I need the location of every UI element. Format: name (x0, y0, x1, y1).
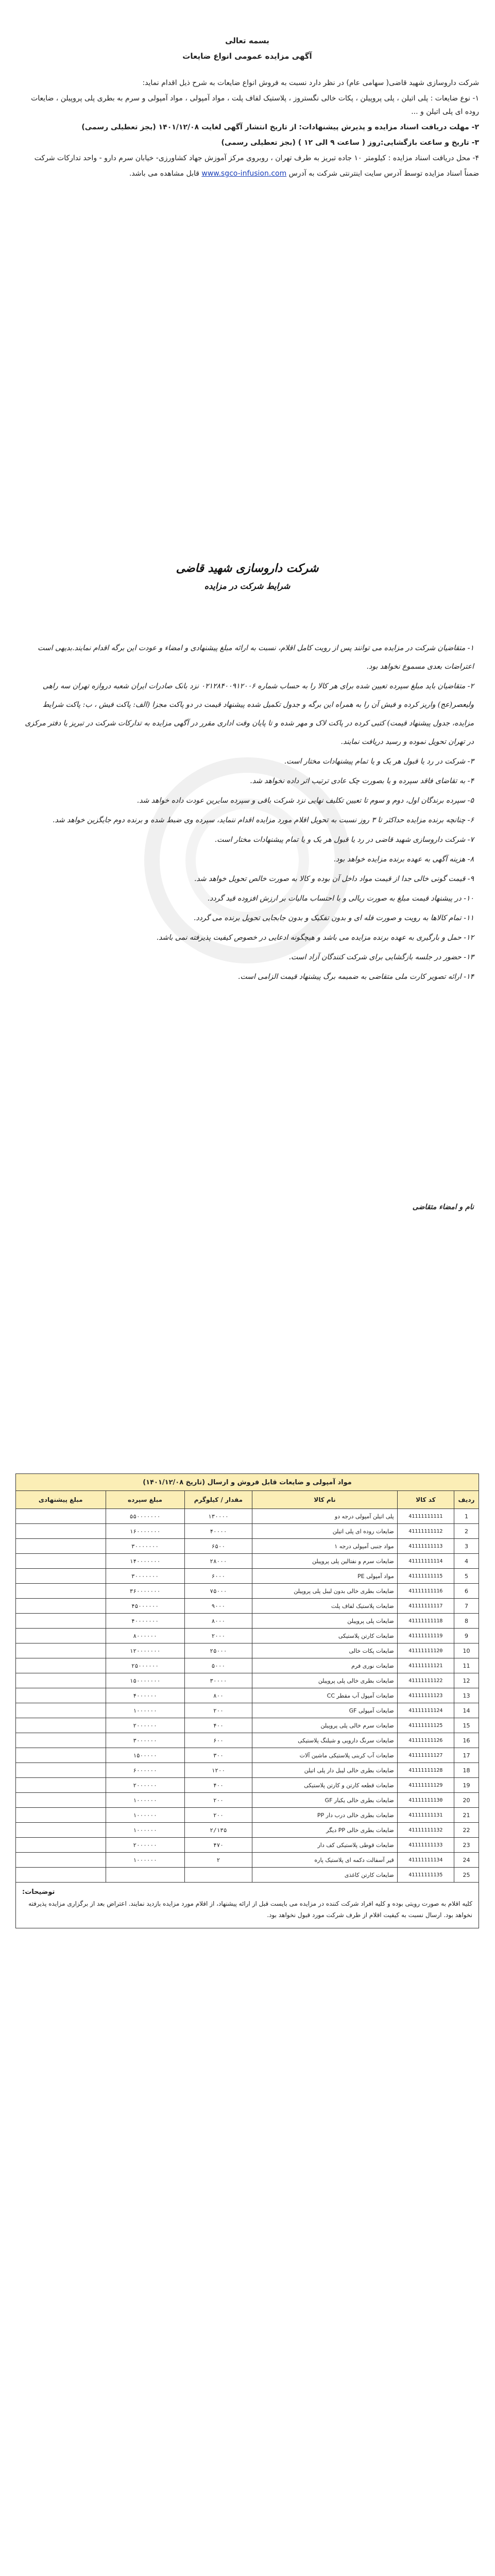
item-name-cell: ضایعات روده ای پلی اتیلن (252, 1524, 398, 1539)
offer-amount-field[interactable] (16, 1584, 106, 1599)
item-code-cell: 41111111124 (397, 1703, 454, 1718)
scrap-items-table (15, 1473, 479, 1883)
quantity-cell: ۳۰۰۰۰ (184, 1673, 252, 1688)
table-row (16, 1718, 479, 1733)
table-row (16, 1509, 479, 1524)
row-number-cell: 11 (454, 1658, 479, 1673)
offer-amount-field[interactable] (16, 1793, 106, 1808)
item-name-cell: ضایعات پکات خالی (252, 1643, 398, 1658)
item-code-cell: 41111111125 (397, 1718, 454, 1733)
table-caption: مواد آمپولی و ضایعات قابل فروش و ارسال (تاریخ ۱۴۰۱/۱۲/۰۸) (16, 1474, 479, 1491)
item-code-cell: 41111111120 (397, 1643, 454, 1658)
condition-item: ۱- متقاضیان شرکت در مزایده می توانند پس از رویت کامل اقلام، نسبت به ارائه مبلغ پیشنهادی و امضاء و عودت این برگه اقدام نمایند.بدیهی است اعتراضات بعدی مسموع نخواهد بود. (38, 644, 474, 671)
website-link[interactable]: www.sgco-infusion.com (201, 170, 287, 178)
row-number-cell: 25 (454, 1868, 479, 1883)
item-name-cell: ضایعات آب کربنی پلاستیکی ماشین آلات (252, 1748, 398, 1763)
deposit-cell: ۲۵۰۰۰۰۰۰ (106, 1658, 184, 1673)
row-number-cell: 18 (454, 1763, 479, 1778)
table-row (16, 1778, 479, 1793)
offer-amount-field[interactable] (16, 1569, 106, 1584)
deposit-cell: ۱۰۰۰۰۰۰ (106, 1853, 184, 1868)
condition-item: ۱۲- حمل و بارگیری به عهده برنده مزایده می باشد و هیچگونه ادعایی در خصوص کیفیت پذیرفته نمی باشد. (156, 934, 474, 942)
item-name-cell: ضایعات بطری خالی درب دار PP (252, 1808, 398, 1823)
header-quantity: مقدار / کیلوگرم (184, 1491, 252, 1509)
deposit-cell (106, 1868, 184, 1883)
row-number-cell: 14 (454, 1703, 479, 1718)
row-number-cell: 2 (454, 1524, 479, 1539)
quantity-cell: ۲۰۰۰ (184, 1629, 252, 1643)
deposit-cell: ۲۰۰۰۰۰۰ (106, 1718, 184, 1733)
table-row (16, 1539, 479, 1554)
item-code-cell: 41111111130 (397, 1793, 454, 1808)
notes-text: کلیه اقلام به صورت رویتی بوده و کلیه افراد شرکت کننده در مزایده می بایست قبل از ارائه پیشنهاد، از اقلام مورد مزایده بازدید نمایند. اعتراض بعد از برگزاری مزایده پذیرفته نخواهد بود. ارسال نسبت به کیفیت اقلام از طرف شرکت مورد قبول نخواهد بود. (28, 1900, 472, 1919)
row-number-cell: 21 (454, 1808, 479, 1823)
header-row-number: ردیف (454, 1491, 479, 1509)
quantity-cell (184, 1868, 252, 1883)
row-number-cell: 4 (454, 1554, 479, 1569)
item-code-cell: 41111111112 (397, 1524, 454, 1539)
quantity-cell: ۸۰۰۰ (184, 1614, 252, 1629)
table-row (16, 1584, 479, 1599)
row-number-cell: 7 (454, 1599, 479, 1614)
item-code-cell: 41111111134 (397, 1853, 454, 1868)
quantity-cell: ۶۰۰۰ (184, 1569, 252, 1584)
table-row (16, 1868, 479, 1883)
row-number-cell: 5 (454, 1569, 479, 1584)
item-name-cell: ضایعات پلی پروپیلن (252, 1614, 398, 1629)
item-name-cell: پلی اتیلن آمپولی درجه دو (252, 1509, 398, 1524)
item-name-cell: ضایعات سرم و نفتالین پلی پروپیلن (252, 1554, 398, 1569)
offer-amount-field[interactable] (16, 1629, 106, 1643)
quantity-cell: ۸۰۰ (184, 1688, 252, 1703)
deposit-cell: ۴۵۰۰۰۰۰۰ (106, 1599, 184, 1614)
condition-item: ۱۳- حضور در جلسه بازگشایی برای شرکت کنندگان آزاد است. (288, 953, 474, 961)
offer-amount-field[interactable] (16, 1733, 106, 1748)
quantity-cell: ۹۰۰۰ (184, 1599, 252, 1614)
item-name-cell: مواد جنبی آمپولی درجه ۱ (252, 1539, 398, 1554)
deposit-cell: ۱۶۰۰۰۰۰۰۰ (106, 1524, 184, 1539)
item-code-cell: 41111111129 (397, 1778, 454, 1793)
item-name-cell: ضایعات پلاستیک لفاف پلت (252, 1599, 398, 1614)
row-number-cell: 8 (454, 1614, 479, 1629)
item-name-cell: ضایعات آمپول آب مقطر CC (252, 1688, 398, 1703)
row-number-cell: 13 (454, 1688, 479, 1703)
item-code-cell: 41111111115 (397, 1569, 454, 1584)
quantity-cell: ۴۰۰ (184, 1718, 252, 1733)
table-row (16, 1614, 479, 1629)
header-offer: مبلغ پیشنهادی (16, 1491, 106, 1509)
quantity-cell: ۷۵۰۰۰ (184, 1584, 252, 1599)
table-row (16, 1793, 479, 1808)
item-code-cell: 41111111113 (397, 1539, 454, 1554)
table-row (16, 1688, 479, 1703)
offer-amount-field[interactable] (16, 1554, 106, 1569)
offer-amount-field[interactable] (16, 1658, 106, 1673)
deposit-cell: ۴۰۰۰۰۰۰۰ (106, 1614, 184, 1629)
row-number-cell: 12 (454, 1673, 479, 1688)
row-number-cell: 19 (454, 1778, 479, 1793)
table-row (16, 1838, 479, 1853)
table-row (16, 1658, 479, 1673)
announcement-item-1: ۱- نوع ضایعات : پلی اتیلن ، پلی پروپیلن ، پکات خالی نگستروز ، پلاستیک لفاف پلت ، مواد آمپولی ، مواد آمپولی و سرم به بطری پلی پروپیلن ، ضایعات روده ای پلی اتیلن و ... (31, 94, 479, 116)
quantity-cell: ۴۰۰ (184, 1778, 252, 1793)
offer-amount-field[interactable] (16, 1808, 106, 1823)
applicant-signature-label: نام و امضاء متقاضی (412, 1203, 474, 1211)
table-row (16, 1673, 479, 1688)
offer-amount-field[interactable] (16, 1778, 106, 1793)
row-number-cell: 3 (454, 1539, 479, 1554)
offer-amount-field[interactable] (16, 1703, 106, 1718)
deposit-cell: ۱۰۰۰۰۰۰ (106, 1793, 184, 1808)
row-number-cell: 24 (454, 1853, 479, 1868)
condition-item: ۱۱- تمام کالاها به رویت و صورت فله ای و بدون تفکیک و بدون جابجایی تحویل برنده می گردد. (193, 914, 474, 922)
item-name-cell: ضایعات بطری خالی پلی پروپیلن (252, 1673, 398, 1688)
table-row (16, 1853, 479, 1868)
item-code-cell: 41111111121 (397, 1658, 454, 1673)
quantity-cell: ۳۰۰ (184, 1748, 252, 1763)
item-name-cell: مواد آمپولی PE (252, 1569, 398, 1584)
item-code-cell: 41111111111 (397, 1509, 454, 1524)
deposit-cell: ۵۵۰۰۰۰۰۰۰ (106, 1509, 184, 1524)
deposit-cell: ۲۰۰۰۰۰۰ (106, 1838, 184, 1853)
deposit-cell: ۱۰۰۰۰۰۰ (106, 1703, 184, 1718)
notes-box (15, 1883, 479, 1928)
item-name-cell: ضایعات بطری خالی لیبل دار پلی اتیلن (252, 1763, 398, 1778)
item-code-cell: 41111111128 (397, 1763, 454, 1778)
item-name-cell: ضایعات بطری خالی بدون لیبل پلی پروپیلن (252, 1584, 398, 1599)
table-row (16, 1569, 479, 1584)
offer-amount-field[interactable] (16, 1509, 106, 1524)
quantity-cell: ۲۰۰ (184, 1703, 252, 1718)
conditions-subtitle: شرایط شرکت در مزایده (204, 581, 291, 591)
quantity-cell: ۲۵۰۰۰ (184, 1643, 252, 1658)
condition-item: ۴- به تقاضای فاقد سپرده و یا بصورت چک عادی ترتیب اثر داده نخواهد شد. (250, 777, 474, 785)
deposit-cell: ۱۰۰۰۰۰۰ (106, 1808, 184, 1823)
offer-amount-field[interactable] (16, 1524, 106, 1539)
table-row (16, 1823, 479, 1838)
item-name-cell: ضایعات نوری فرم (252, 1658, 398, 1673)
bismillah-heading: بسمه تعالی (225, 36, 269, 45)
item-code-cell: 41111111122 (397, 1673, 454, 1688)
row-number-cell: 9 (454, 1629, 479, 1643)
deposit-cell: ۳۶۰۰۰۰۰۰۰ (106, 1584, 184, 1599)
header-deposit: مبلغ سپرده (106, 1491, 184, 1509)
deposit-cell: ۱۵۰۰۰۰۰۰۰ (106, 1673, 184, 1688)
item-code-cell: 41111111135 (397, 1868, 454, 1883)
row-number-cell: 17 (454, 1748, 479, 1763)
item-code-cell: 41111111119 (397, 1629, 454, 1643)
offer-amount-field[interactable] (16, 1853, 106, 1868)
item-code-cell: 41111111132 (397, 1823, 454, 1838)
row-number-cell: 15 (454, 1718, 479, 1733)
company-name: شرکت داروسازی شهید قاضی (176, 562, 319, 575)
condition-item: ۳- شرکت در رد یا قبول هر یک و یا تمام پیشنهادات مختار است. (284, 757, 474, 766)
announcement-item-5 (15, 167, 479, 180)
item-name-cell: ضایعات سرم خالی پلی پروپیلن (252, 1718, 398, 1733)
table-row (16, 1599, 479, 1614)
item-name-cell: قیر آسفالت دکمه ای پلاستیک پاره (252, 1853, 398, 1868)
row-number-cell: 20 (454, 1793, 479, 1808)
item-name-cell: ضایعات کارتن کاغذی (252, 1868, 398, 1883)
condition-item: ۲- متقاضیان باید مبلغ سپرده تعیین شده برای هر کالا را به حساب شماره ۰۲۱۲۸۴۰۰۹۱۲۰۰۶ نزد بانک صادرات ایران شعبه دروازه تهران سه راهی ولیعصر(عج) واریز کرده و فیش آن را به همراه این برگه و جدول تکمیل شده پیشنهاد قیمت در دو پاکت مجزا (الف: پاکت فیش ، ب: پاکت شرایط مزایده، جدول پیشنهاد قیمت) کتبی کرده در پاکت لاک و مهر شده و تا پایان وقت اداری مقرر در آگهی مزایده به تدارکات شرکت در تبریز یا دفتر مرکزی در تهران تحویل نموده و رسید دریافت نمایند. (25, 682, 474, 746)
deposit-cell: ۳۰۰۰۰۰۰۰ (106, 1569, 184, 1584)
quantity-cell: ۱۲۰۰ (184, 1763, 252, 1778)
item-code-cell: 41111111123 (397, 1688, 454, 1703)
table-row (16, 1524, 479, 1539)
offer-amount-field[interactable] (16, 1868, 106, 1883)
item-code-cell: 41111111127 (397, 1748, 454, 1763)
offer-amount-field[interactable] (16, 1763, 106, 1778)
offer-amount-field[interactable] (16, 1643, 106, 1658)
offer-amount-field[interactable] (16, 1823, 106, 1838)
offer-amount-field[interactable] (16, 1614, 106, 1629)
announcement-title: آگهی مزایده عمومی انواع ضایعات (182, 52, 312, 61)
row-number-cell: 10 (454, 1643, 479, 1658)
table-row (16, 1808, 479, 1823)
item-code-cell: 41111111131 (397, 1808, 454, 1823)
announcement-item-4: ۴- محل دریافت اسناد مزایده : کیلومتر ۱۰ جاده تبریز به طرف تهران ، روبروی مرکز آموزش جهاد کشاورزی- خیابان سرم دارو - واحد تدارکات شرکت (34, 154, 479, 162)
quantity-cell: ۵۰۰۰ (184, 1658, 252, 1673)
announcement-intro: شرکت داروسازی شهید قاضی( سهامی عام) در نظر دارد نسبت به فروش انواع ضایعات به شرح ذیل اقدام نماید: (142, 79, 479, 87)
item-code-cell: 41111111126 (397, 1733, 454, 1748)
quantity-cell: ۴۰۰۰۰ (184, 1524, 252, 1539)
deposit-cell: ۱۰۰۰۰۰۰ (106, 1823, 184, 1838)
offer-amount-field[interactable] (16, 1838, 106, 1853)
table-caption-row (16, 1474, 479, 1491)
item-name-cell: ضایعات قوطی پلاستیکی کف دار (252, 1838, 398, 1853)
item-code-cell: 41111111133 (397, 1838, 454, 1853)
quantity-cell: ۲۰۰ (184, 1793, 252, 1808)
offer-amount-field[interactable] (16, 1539, 106, 1554)
quantity-cell: ۶۵۰۰ (184, 1539, 252, 1554)
deposit-cell: ۳۰۰۰۰۰۰ (106, 1733, 184, 1748)
deposit-cell: ۱۲۰۰۰۰۰۰۰ (106, 1643, 184, 1658)
table-body (16, 1509, 479, 1883)
quantity-cell: ۲ (184, 1853, 252, 1868)
row-number-cell: 23 (454, 1838, 479, 1853)
deposit-cell: ۳۰۰۰۰۰۰۰ (106, 1539, 184, 1554)
table-row (16, 1748, 479, 1763)
quantity-cell: ۶۰۰ (184, 1733, 252, 1748)
row-number-cell: 1 (454, 1509, 479, 1524)
row-number-cell: 16 (454, 1733, 479, 1748)
website-suffix: قابل مشاهده می باشد. (129, 170, 199, 178)
notes-title: توضیحات: (22, 1888, 55, 1896)
offer-amount-field[interactable] (16, 1599, 106, 1614)
quantity-cell: ۲/۱۳۵ (184, 1823, 252, 1838)
scrap-items-table-section (15, 1473, 479, 1928)
item-name-cell: ضایعات آمپولی GF (252, 1703, 398, 1718)
deposit-cell: ۶۰۰۰۰۰۰ (106, 1763, 184, 1778)
deposit-cell: ۱۴۰۰۰۰۰۰۰ (106, 1554, 184, 1569)
item-name-cell: ضایعات سرنگ دارویی و شیلنگ پلاستیکی (252, 1733, 398, 1748)
condition-item: ۱۴- ارائه تصویر کارت ملی متقاضی به ضمیمه برگ پیشنهاد قیمت الزامی است. (238, 973, 474, 981)
table-row (16, 1733, 479, 1748)
condition-item: ۸- هزینه آگهی به عهده برنده مزایده خواهد بود. (333, 855, 474, 863)
item-code-cell: 41111111116 (397, 1584, 454, 1599)
item-code-cell: 41111111118 (397, 1614, 454, 1629)
row-number-cell: 6 (454, 1584, 479, 1599)
item-name-cell: ضایعات قطعه کارتن و کارتن پلاستیکی (252, 1778, 398, 1793)
table-row (16, 1643, 479, 1658)
offer-amount-field[interactable] (16, 1673, 106, 1688)
condition-item: ۵- سپرده برندگان اول، دوم و سوم تا تعیین تکلیف نهایی نزد شرکت باقی و سپرده سایرین عودت داده خواهد شد. (136, 796, 474, 805)
deposit-cell: ۸۰۰۰۰۰۰ (106, 1629, 184, 1643)
conditions-list (21, 639, 474, 987)
condition-item: ۷- شرکت داروسازی شهید قاضی در رد یا قبول هر یک و یا تمام پیشنهادات مختار است. (214, 836, 474, 844)
announcement-item-2: ۲- مهلت دریافت اسناد مزایده و پذیرش پیشنهادات: از تاریخ انتشار آگهی لغایت ۱۴۰۱/۱۲/۰۸ (بجز تعطیلی رسمی) (81, 123, 479, 131)
item-name-cell: ضایعات بطری خالی یکبار GF (252, 1793, 398, 1808)
header-item-name: نام کالا (252, 1491, 398, 1509)
quantity-cell: ۴۷۰ (184, 1838, 252, 1853)
item-name-cell: ضایعات کارتن پلاستیکی (252, 1629, 398, 1643)
deposit-cell: ۴۰۰۰۰۰۰ (106, 1688, 184, 1703)
table-row (16, 1629, 479, 1643)
item-code-cell: 41111111114 (397, 1554, 454, 1569)
table-row (16, 1763, 479, 1778)
row-number-cell: 22 (454, 1823, 479, 1838)
offer-amount-field[interactable] (16, 1748, 106, 1763)
conditions-sheet (21, 562, 474, 1314)
website-prefix: ضمناً اسناد مزایده توسط آدرس سایت اینترنتی شرکت به آدرس (288, 170, 479, 178)
table-row (16, 1554, 479, 1569)
item-name-cell: ضایعات بطری خالی PP دیگر (252, 1823, 398, 1838)
header-item-code: کد کالا (397, 1491, 454, 1509)
quantity-cell: ۱۳۰۰۰۰ (184, 1509, 252, 1524)
deposit-cell: ۱۵۰۰۰۰۰ (106, 1748, 184, 1763)
deposit-cell: ۲۰۰۰۰۰۰ (106, 1778, 184, 1793)
quantity-cell: ۲۸۰۰۰ (184, 1554, 252, 1569)
quantity-cell: ۲۰۰ (184, 1808, 252, 1823)
condition-item: ۱۰- در پیشنهاد قیمت مبلغ به صورت ریالی و با احتساب مالیات بر ارزش افزوده قید گردد. (207, 894, 474, 903)
offer-amount-field[interactable] (16, 1688, 106, 1703)
condition-item: ۹- قیمت گونی خالی جدا از قیمت مواد داخل آن بوده و کالا به صورت خالص تحویل خواهد شد. (194, 875, 474, 883)
offer-amount-field[interactable] (16, 1718, 106, 1733)
announcement (15, 21, 479, 182)
condition-item: ۶- چنانچه برنده مزایده حداکثر تا ۳ روز نسبت به تحویل اقلام مورد مزایده اقدام ننماید، سپرده وی ضبط شده و برنده دوم جایگزین خواهد شد. (53, 816, 474, 824)
announcement-item-3: ۳- تاریخ و ساعت بازگشایی:روز ( ساعت ۹ الی ۱۲ ) (بجز تعطیلی رسمی) (221, 139, 479, 147)
table-header-row (16, 1491, 479, 1509)
table-row (16, 1703, 479, 1718)
item-code-cell: 41111111117 (397, 1599, 454, 1614)
